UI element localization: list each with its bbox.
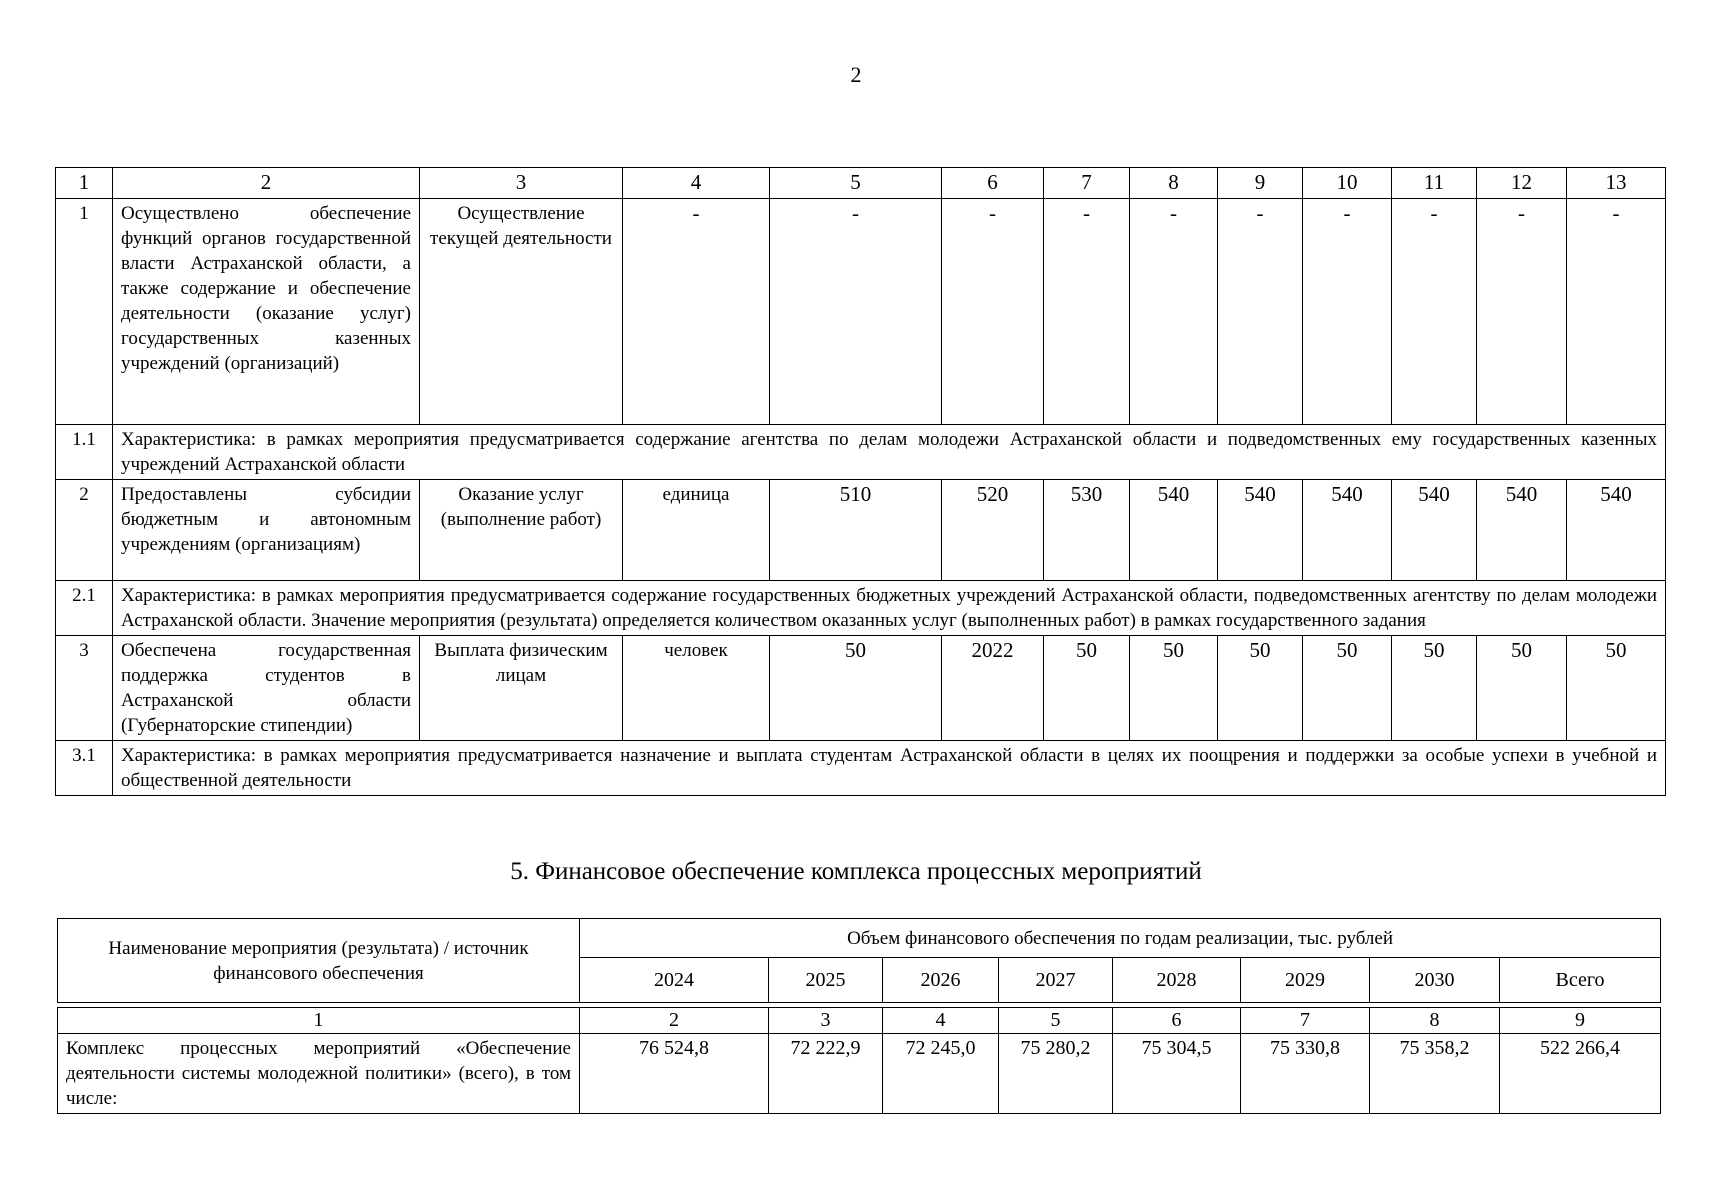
amount-cell: 75 280,2: [999, 1034, 1113, 1114]
table-index-row: [58, 1008, 1661, 1034]
row-number: 2.1: [56, 581, 113, 636]
column-number: 4: [623, 168, 770, 199]
value-cell: 50: [1303, 636, 1392, 741]
amount-cell: 76 524,8: [580, 1034, 769, 1114]
year-header: 2026: [883, 958, 999, 1003]
value-cell: -: [1303, 199, 1392, 425]
year-header: 2024: [580, 958, 769, 1003]
value-cell: 50: [1218, 636, 1303, 741]
measure-type: Осуществление текущей деятельности: [420, 199, 623, 425]
amount-cell: 75 358,2: [1370, 1034, 1500, 1114]
total-cell: 522 266,4: [1500, 1034, 1661, 1114]
table-header-row: [58, 919, 1661, 958]
indicators-table: [55, 167, 1666, 796]
page-number: 2: [850, 62, 862, 87]
column-number: 2: [580, 1008, 769, 1034]
value-cell: 50: [1567, 636, 1666, 741]
column-number: 3: [420, 168, 623, 199]
row-number: 2: [56, 480, 113, 581]
row-number: 1: [56, 199, 113, 425]
table-row: [56, 480, 1666, 581]
value-cell: 50: [1392, 636, 1477, 741]
value-cell: -: [942, 199, 1044, 425]
value-cell: 540: [1567, 480, 1666, 581]
table-row: [56, 636, 1666, 741]
measure-description: Характеристика: в рамках мероприятия предусматривается содержание агентства по делам молодежи Астраханской области и подведомственных ему государственных казенных учреждений Астраханской области: [113, 425, 1666, 480]
column-number: 8: [1130, 168, 1218, 199]
value-cell: -: [770, 199, 942, 425]
section-title: 5. Финансовое обеспечение комплекса процессных мероприятий: [510, 858, 1202, 885]
amount-cell: 72 245,0: [883, 1034, 999, 1114]
column-number: 9: [1218, 168, 1303, 199]
value-cell: -: [1218, 199, 1303, 425]
column-header-name: Наименование мероприятия (результата) / источник финансового обеспечения: [58, 919, 580, 1003]
value-cell: -: [1477, 199, 1567, 425]
unit-cell: человек: [623, 636, 770, 741]
row-number: 3.1: [56, 741, 113, 796]
total-header: Всего: [1500, 958, 1661, 1003]
row-number: 3: [56, 636, 113, 741]
column-header-group: Объем финансового обеспечения по годам реализации, тыс. рублей: [580, 919, 1661, 958]
value-cell: -: [1392, 199, 1477, 425]
value-cell: -: [1567, 199, 1666, 425]
value-cell: 540: [1218, 480, 1303, 581]
column-number: 11: [1392, 168, 1477, 199]
year-header: 2027: [999, 958, 1113, 1003]
value-cell: 540: [1392, 480, 1477, 581]
value-cell: 510: [770, 480, 942, 581]
unit-cell: единица: [623, 480, 770, 581]
value-cell: 530: [1044, 480, 1130, 581]
table-row: [58, 1034, 1661, 1114]
value-cell: 2022: [942, 636, 1044, 741]
column-number: 7: [1241, 1008, 1370, 1034]
value-cell: 520: [942, 480, 1044, 581]
column-number: 9: [1500, 1008, 1661, 1034]
table-row: [56, 741, 1666, 796]
column-number: 1: [58, 1008, 580, 1034]
column-number: 6: [1113, 1008, 1241, 1034]
column-number: 12: [1477, 168, 1567, 199]
financing-table: [57, 918, 1661, 1114]
year-header: 2028: [1113, 958, 1241, 1003]
value-cell: 540: [1303, 480, 1392, 581]
column-number: 13: [1567, 168, 1666, 199]
row-number: 1.1: [56, 425, 113, 480]
value-cell: 50: [1044, 636, 1130, 741]
column-number: 7: [1044, 168, 1130, 199]
value-cell: 540: [1130, 480, 1218, 581]
amount-cell: 75 330,8: [1241, 1034, 1370, 1114]
value-cell: -: [1130, 199, 1218, 425]
table-header-row: [56, 168, 1666, 199]
value-cell: 540: [1477, 480, 1567, 581]
column-number: 8: [1370, 1008, 1500, 1034]
column-number: 5: [999, 1008, 1113, 1034]
value-cell: 50: [770, 636, 942, 741]
column-number: 10: [1303, 168, 1392, 199]
unit-cell: -: [623, 199, 770, 425]
year-header: 2030: [1370, 958, 1500, 1003]
measure-name: Осуществлено обеспечение функций органов государственной власти Астраханской области, а также содержание и обеспечение деятельности (оказание услуг) государственных казенных учреждений (организаций): [113, 199, 420, 425]
year-header: 2029: [1241, 958, 1370, 1003]
column-number: 3: [769, 1008, 883, 1034]
measure-name: Комплекс процессных мероприятий «Обеспечение деятельности системы молодежной политики» (всего), в том числе:: [58, 1034, 580, 1114]
table-row: [56, 581, 1666, 636]
value-cell: 50: [1477, 636, 1567, 741]
measure-type: Оказание услуг (выполнение работ): [420, 480, 623, 581]
value-cell: 50: [1130, 636, 1218, 741]
column-number: 6: [942, 168, 1044, 199]
column-number: 5: [770, 168, 942, 199]
measure-name: Предоставлены субсидии бюджетным и автономным учреждениям (организациям): [113, 480, 420, 581]
amount-cell: 72 222,9: [769, 1034, 883, 1114]
amount-cell: 75 304,5: [1113, 1034, 1241, 1114]
year-header: 2025: [769, 958, 883, 1003]
table-row: [56, 425, 1666, 480]
measure-description: Характеристика: в рамках мероприятия предусматривается назначение и выплата студентам Астраханской области в целях их поощрения и поддержки за особые успехи в учебной и общественной деятельности: [113, 741, 1666, 796]
measure-type: Выплата физическим лицам: [420, 636, 623, 741]
column-number: 1: [56, 168, 113, 199]
column-number: 2: [113, 168, 420, 199]
value-cell: -: [1044, 199, 1130, 425]
measure-description: Характеристика: в рамках мероприятия предусматривается содержание государственных бюджетных учреждений Астраханской области, подведомственных агентству по делам молодежи Астраханской области. Значение мероприятия (результата) определяется количеством оказанных услуг (выполненных работ) в рамках государственного задания: [113, 581, 1666, 636]
column-number: 4: [883, 1008, 999, 1034]
measure-name: Обеспечена государственная поддержка студентов в Астраханской области (Губернаторские стипендии): [113, 636, 420, 741]
table-row: [56, 199, 1666, 425]
